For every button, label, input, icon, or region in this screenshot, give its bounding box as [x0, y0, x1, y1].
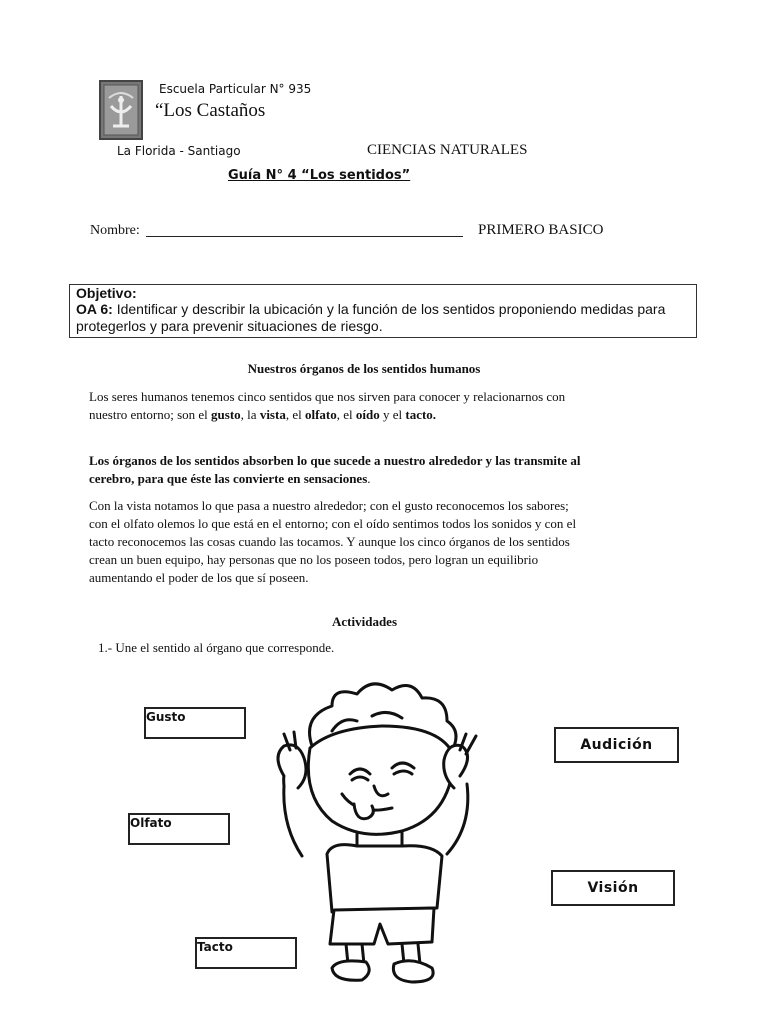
- box-olfato[interactable]: Olfato: [128, 813, 230, 845]
- boy-illustration: [262, 676, 502, 986]
- name-label: Nombre:: [90, 223, 140, 238]
- box-tacto[interactable]: Tacto: [195, 937, 297, 969]
- term-vista: vista: [259, 407, 286, 422]
- text: , la: [240, 407, 260, 422]
- paragraph-senses: Con la vista notamos lo que pasa a nuestro alrededor; con el gusto reconocemos los sabores; con el olfato olemos lo que está en el entorno; con el oído sentimos todos los sonidos y con el tacto reconocemos las cosas cuando las tocamos. Y aunque los cinco órganos de los sentidos crean un buen equipo, hay personas que no los poseen todos, pero logran un equilibrio aumentando el poder de los que sí poseen.: [89, 498, 577, 585]
- text: Los órganos de los sentidos absorben lo que sucede a nuestro alrededor y las transmite al cerebro, para que éste las convierte en sensaciones: [89, 453, 581, 486]
- activities-title: Actividades: [332, 614, 397, 629]
- objective-description: Identificar y describir la ubicación y la función de los sentidos proponiendo medidas para protegerlos y para prevenir situaciones de riesgo.: [76, 301, 666, 334]
- text: , el: [336, 407, 356, 422]
- term-oido: oído: [355, 407, 380, 422]
- subject-title: CIENCIAS NATURALES: [367, 142, 528, 158]
- section-title: Nuestros órganos de los sentidos humanos: [247, 361, 481, 376]
- objective-title: Objetivo:: [76, 285, 137, 301]
- term-tacto: tacto.: [405, 407, 437, 422]
- term-olfato: olfato: [304, 407, 337, 422]
- objective-text: [76, 301, 690, 335]
- guide-title: Guía N° 4 “Los sentidos”: [228, 168, 411, 183]
- paragraph-intro: [89, 388, 589, 424]
- box-gusto[interactable]: Gusto: [144, 707, 246, 739]
- term-gusto: gusto: [211, 407, 241, 422]
- box-vision[interactable]: Visión: [551, 870, 675, 906]
- text: , el: [285, 407, 305, 422]
- text: y el: [379, 407, 406, 422]
- school-type: Escuela Particular N° 935: [159, 82, 312, 96]
- school-location: La Florida - Santiago: [117, 144, 241, 158]
- text: Los seres humanos tenemos cinco sentidos que nos sirven para conocer y relacionarnos con nuestro entorno; son el: [89, 389, 566, 422]
- paragraph-organs: [89, 452, 589, 488]
- school-name: “Los Castaños: [155, 100, 266, 121]
- grade-label: PRIMERO BASICO: [478, 222, 604, 238]
- objective-code: OA 6:: [76, 301, 113, 317]
- box-audicion[interactable]: Audición: [554, 727, 679, 763]
- school-logo: [99, 80, 143, 140]
- name-field-line[interactable]: [146, 236, 463, 237]
- objective-box: [69, 284, 697, 338]
- text: .: [367, 471, 371, 486]
- activity-instruction: 1.- Une el sentido al órgano que corresponde.: [98, 640, 335, 655]
